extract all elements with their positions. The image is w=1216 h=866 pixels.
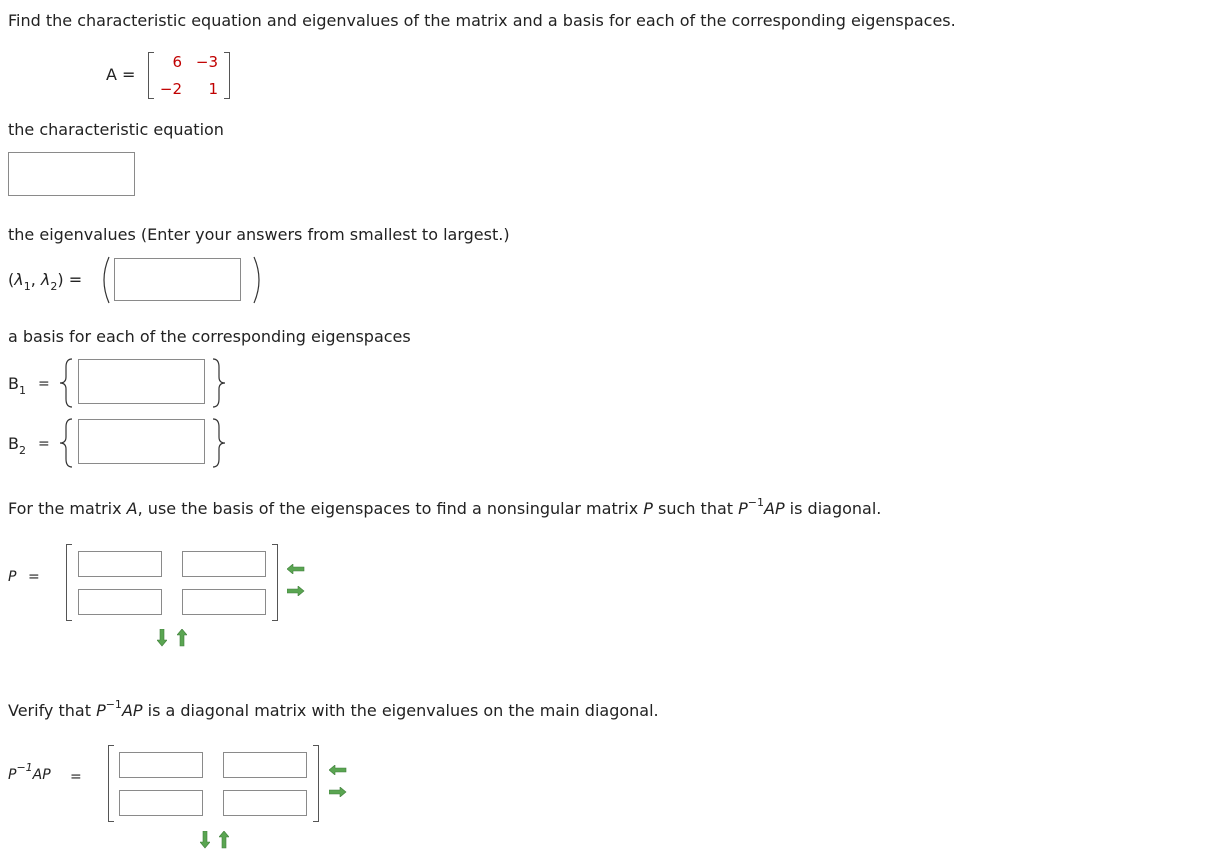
matrix-a-left-bracket xyxy=(148,52,154,99)
d-matrix-cell-21[interactable] xyxy=(119,790,203,816)
eigenvalues-open-paren xyxy=(98,255,112,305)
p-question-ap: AP xyxy=(764,499,785,518)
instructions-text: Find the characteristic equation and eigenvalues of the matrix and a basis for each of the corresponding eigenspaces. xyxy=(8,11,956,30)
p-matrix-label: P xyxy=(8,569,17,585)
eigenvalues-lhs xyxy=(8,270,83,294)
verify-p: P xyxy=(96,701,106,720)
b1-letter: B xyxy=(8,374,19,393)
p-matrix-right-bracket xyxy=(272,544,278,621)
d-label-p: P xyxy=(8,767,17,783)
p-question-p: P xyxy=(643,499,653,518)
d-matrix-cell-12[interactable] xyxy=(223,752,307,778)
p-question-p2: P xyxy=(738,499,748,518)
b2-sub: 2 xyxy=(18,444,26,458)
p-question-text xyxy=(8,495,882,518)
down-arrow-icon[interactable] xyxy=(200,831,210,849)
lambda-2-sub: 2 xyxy=(50,280,58,294)
d-matrix-label xyxy=(8,761,51,783)
d-matrix-equals: = xyxy=(70,769,82,785)
lambda-2: λ xyxy=(40,270,51,289)
verify-text xyxy=(8,697,659,720)
char-eq-input[interactable] xyxy=(8,152,135,196)
p-question-a: A xyxy=(126,499,138,518)
p-matrix-cell-21[interactable] xyxy=(78,589,162,615)
matrix-a-label: A = xyxy=(106,65,136,84)
d-label-ap: AP xyxy=(32,767,51,783)
left-arrow-icon[interactable] xyxy=(287,564,305,574)
eigenvalues-close-paren xyxy=(251,255,265,305)
right-arrow-icon[interactable] xyxy=(287,586,305,596)
b1-sub: 1 xyxy=(18,384,26,398)
p-matrix-equals: = xyxy=(28,569,40,585)
p-matrix-cell-11[interactable] xyxy=(78,551,162,577)
p-question-mid2: such that xyxy=(652,499,739,518)
d-matrix-cell-22[interactable] xyxy=(223,790,307,816)
left-arrow-icon[interactable] xyxy=(329,765,347,775)
verify-exp: −1 xyxy=(105,697,122,711)
matrix-a-entry-12: −3 xyxy=(195,53,218,71)
eigenvalues-label: the eigenvalues (Enter your answers from smallest to largest.) xyxy=(8,225,510,244)
lhs-open-paren: ( xyxy=(8,270,15,289)
lambda-1-sub: 1 xyxy=(23,280,31,294)
matrix-a-entry-11: 6 xyxy=(172,53,182,71)
p-question-post: is diagonal. xyxy=(784,499,882,518)
d-matrix-cell-11[interactable] xyxy=(119,752,203,778)
b1-input[interactable] xyxy=(78,359,205,404)
up-arrow-icon[interactable] xyxy=(219,831,229,849)
b2-equals: = xyxy=(38,436,50,452)
p-matrix-left-bracket xyxy=(66,544,72,621)
b2-open-brace xyxy=(58,417,76,469)
p-question-mid: , use the basis of the eigenspaces to find a nonsingular matrix xyxy=(137,499,644,518)
matrix-a-entry-22: 1 xyxy=(208,80,218,98)
char-eq-label: the characteristic equation xyxy=(8,120,224,139)
matrix-a-right-bracket xyxy=(224,52,230,99)
eigenvalues-input[interactable] xyxy=(114,258,241,301)
matrix-a-entry-21: −2 xyxy=(159,80,182,98)
d-matrix-left-bracket xyxy=(108,745,114,822)
p-matrix-cell-22[interactable] xyxy=(182,589,266,615)
lambda-1: λ xyxy=(14,270,24,289)
b1-label xyxy=(8,374,26,398)
up-arrow-icon[interactable] xyxy=(177,629,187,647)
down-arrow-icon[interactable] xyxy=(157,629,167,647)
verify-ap: AP xyxy=(121,701,143,720)
basis-label: a basis for each of the corresponding eigenspaces xyxy=(8,327,411,346)
b2-input[interactable] xyxy=(78,419,205,464)
b1-open-brace xyxy=(58,357,76,409)
p-question-exp: −1 xyxy=(747,495,764,509)
lambda-sep: , xyxy=(30,270,36,289)
right-arrow-icon[interactable] xyxy=(329,787,347,797)
b1-equals: = xyxy=(38,376,50,392)
b1-close-brace xyxy=(209,357,227,409)
b2-letter: B xyxy=(8,434,19,453)
p-question-pre: For the matrix xyxy=(8,499,127,518)
verify-post: is a diagonal matrix with the eigenvalues on the main diagonal. xyxy=(142,701,659,720)
b2-label xyxy=(8,434,26,458)
lhs-close-paren: ) = xyxy=(57,270,83,289)
d-label-exp: −1 xyxy=(16,761,33,775)
verify-pre: Verify that xyxy=(8,701,97,720)
d-matrix-right-bracket xyxy=(313,745,319,822)
p-matrix-cell-12[interactable] xyxy=(182,551,266,577)
b2-close-brace xyxy=(209,417,227,469)
